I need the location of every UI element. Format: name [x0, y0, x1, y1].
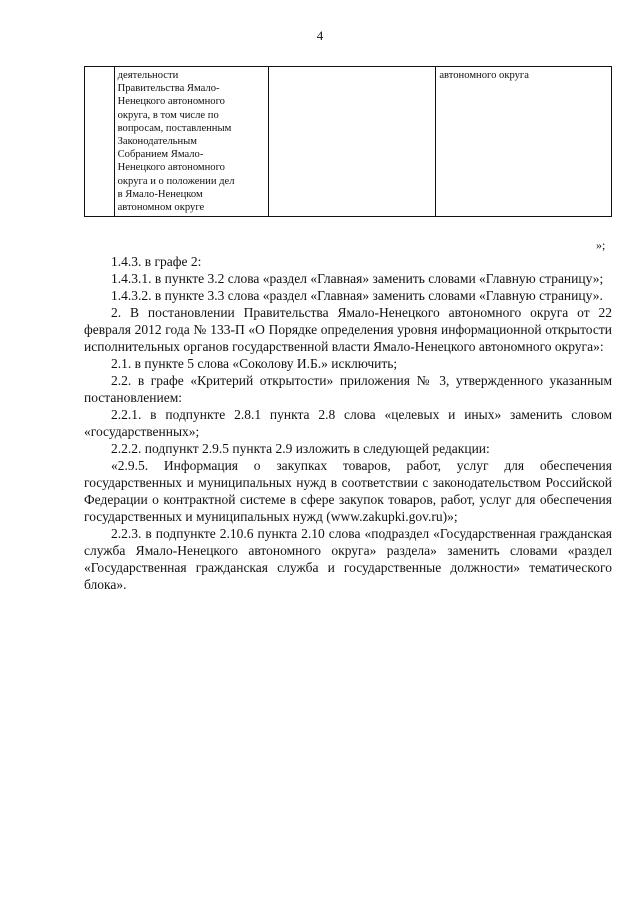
cell-line: в Ямало-Ненецком: [117, 188, 203, 200]
table-cell-number: [85, 67, 115, 217]
paragraph-2-2-2: 2.2.2. подпункт 2.9.5 пункта 2.9 изложить в следующей редакции:: [111, 441, 490, 456]
paragraph-2-1: 2.1. в пункте 5 слова «Соколову И.Б.» исключить;: [111, 356, 398, 371]
page-number: 4: [316, 28, 324, 43]
paragraph-2-9-5-quote: «2.9.5. Информация о закупках товаров, работ, услуг для обеспечения государственных и муниципальных нужд в соответствии с законодательством Российской Федерации о контрактной системе в сфере закупок товаров, работ, услуг для обеспечения государственных и муниципальных нужд (www.zakupki.gov.ru)»;: [84, 458, 612, 524]
paragraph-1-4-3-2: 1.4.3.2. в пункте 3.3 слова «раздел «Главная» заменить словами «Главную страницу».: [111, 288, 603, 303]
cell-line: вопросам, поставленным: [117, 122, 232, 134]
paragraph-1-4-3: 1.4.3. в графе 2:: [111, 254, 202, 269]
table-cell-description: [114, 67, 268, 217]
paragraph-1-4-3-1: 1.4.3.1. в пункте 3.2 слова «раздел «Главная» заменить словами «Главную страницу»;: [111, 271, 604, 286]
cell-line: Ненецкого автономного: [117, 162, 225, 174]
cell-line: автономного округа: [439, 70, 529, 81]
cell-line: деятельности: [117, 70, 179, 81]
table-row: [85, 67, 612, 217]
cell-line: округа и о положении дел: [117, 175, 235, 187]
table-close-mark: »;: [596, 238, 606, 252]
table-cell-empty: [269, 67, 436, 217]
table-cell-responsible: [436, 67, 612, 217]
paragraph-2-2: 2.2. в графе «Критерий открытости» приложения № 3, утвержденного указанным постановлением:: [84, 373, 612, 405]
cell-line: Правительства Ямало-: [117, 83, 220, 95]
cell-line: округа, в том числе по: [117, 109, 219, 121]
paragraph-2-2-1: 2.2.1. в подпункте 2.8.1 пункта 2.8 слова «целевых и иных» заменить словом «государственных»;: [84, 407, 612, 439]
cell-line: Собранием Ямало-: [117, 149, 204, 161]
cell-line: Ненецкого автономного: [117, 96, 225, 108]
cell-line: автономном округе: [117, 202, 205, 214]
paragraph-2-2-3: 2.2.3. в подпункте 2.10.6 пункта 2.10 слова «подраздел «Государственная гражданская служба Ямало-Ненецкого автономного округа» раздела» заменить словами «раздел «Государственная гражданская служба и государственные должности» тематического блока».: [84, 526, 612, 592]
paragraph-2: 2. В постановлении Правительства Ямало-Ненецкого автономного округа от 22 февраля 2012 года № 133-П «О Порядке определения уровня информационной открытости исполнительных органов государственной власти Ямало-Ненецкого автономного округа»:: [84, 305, 612, 354]
cell-line: Законодательным: [117, 136, 197, 148]
document-body: [84, 253, 612, 593]
continued-table: [84, 66, 612, 217]
